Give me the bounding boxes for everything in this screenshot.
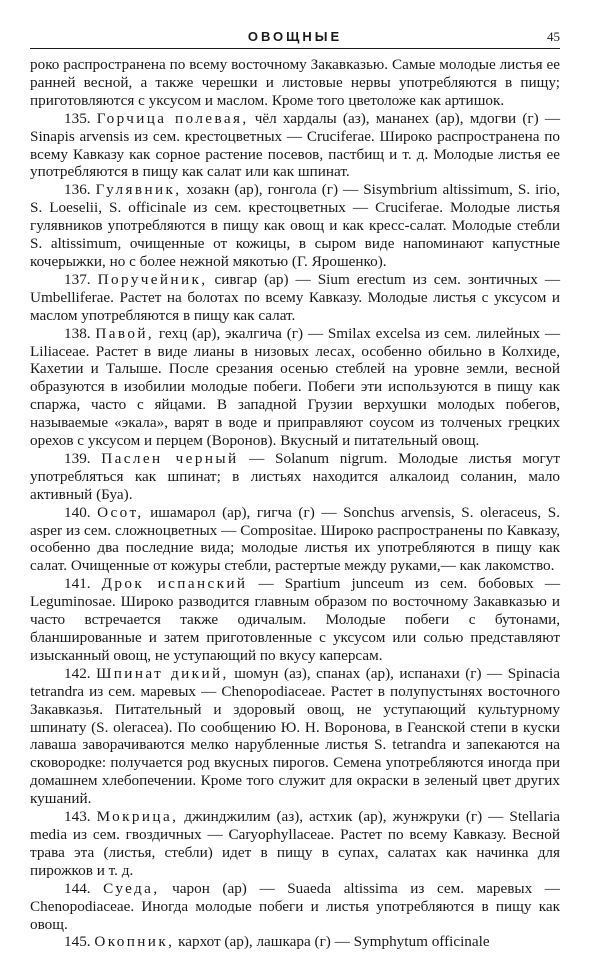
entry-text: джинджилим (аз), астхик (ар), жунжруки (г) — Stellaria media из сем. гвоздичных — Caryophyllaceae. Растет по всему Кавказу. Весной трава эта (листья, стебли) идет в пищу в супах, салатах как начинка для пирожков и т. д. xyxy=(30,808,560,879)
entry-title: Паслен черный xyxy=(101,449,239,467)
entry-number: 137. xyxy=(64,270,91,288)
running-title: ОВОЩНЫЕ xyxy=(247,29,343,44)
entry-text: чарон (ар) — Suaeda altissima из сем. маревых — Chenopodiaceae. Иногда молодые побеги и листья употребляются в пищу как овощ. xyxy=(30,879,560,933)
entry-145 xyxy=(30,933,560,951)
entry-142 xyxy=(30,665,560,808)
entry-title: Мокрица, xyxy=(96,808,179,826)
entry-number: 139. xyxy=(64,449,91,467)
entry-text: — Solanum nigrum. Молодые листья могут употребляться как шпинат; в листьях находится алкалоид соланин, мало активный (Буа). xyxy=(30,449,561,503)
entry-text: хозакн (ар), гонгола (г) — Sisymbrium altissimum, S. irio, S. Loeselii, S. officinale из сем. крестоцветных — Cruciferae. Молодые листья гулявников употребляются в пищу как овощ и как кресс-салат. Молодые стебли S. altissimum, очищенные от кожицы, в сыром виде напоминают капустные кочерыжки, но с более нежной мякотью (Г. Ярошенко). xyxy=(30,181,561,270)
entry-number: 144. xyxy=(64,879,91,897)
entry-text: — Spartium junceum из сем. бобовых — Leguminosae. Широко разводится главным образом по восточному Закавказью и часто встречается также одичалым. Молодые побеги с бутонами, бланшированные и затем приготовленные с уксусом или солью представляют изысканный овощ, не уступающий по вкусу каперсам. xyxy=(30,575,561,664)
body-text xyxy=(30,56,560,951)
entry-144 xyxy=(30,880,560,934)
entry-135 xyxy=(30,110,560,182)
entry-number: 141. xyxy=(64,575,91,593)
entry-136 xyxy=(30,181,560,271)
entry-number: 136. xyxy=(64,181,91,199)
entry-number: 145. xyxy=(64,933,91,951)
entry-title: Шпинат дикий, xyxy=(96,664,229,682)
entry-title: Окопник, xyxy=(94,933,175,951)
paragraph-text: роко распространена по всему восточному Закавказью. Самые молодые листья ее ранней весной, а также черешки и листовые нервы употребляются в пищу; приготовляются с уксусом и маслом. Кроме того цветоложе как артишок. xyxy=(30,56,560,109)
entry-number: 143. xyxy=(64,808,91,826)
entry-text: сивгар (ар) — Sium erectum из сем. зонтичных — Umbelliferae. Растет на болотах по всему Кавказу. Молодые листья с уксусом и маслом употребляются в пищу как салат. xyxy=(30,270,561,324)
entry-title: Суеда, xyxy=(103,879,160,897)
entry-number: 140. xyxy=(64,503,91,521)
entry-title: Дрок испанский xyxy=(101,575,248,593)
entry-140 xyxy=(30,504,560,576)
entry-text: чёл хардалы (аз), мананех (ар), мдогви (г) — Sinapis arvensis из сем. крестоцветных — Cruciferae. Широко распространена по всему Кавказу как сорное растение посевов, пастбищ и т. д. Молодые листья ее употребляются в пищу как салат или как шпинат. xyxy=(30,109,561,181)
entry-138 xyxy=(30,325,560,450)
entry-title: Осот, xyxy=(97,503,144,521)
entry-text: ишамарол (ар), гигча (г) — Sonchus arvensis, S. oleraceus, S. asper из сем. сложноцветных — Compositae. Широко распространены по Кавказу, особенно два последние вида; молодые листья их употребляются в пищу как салат. Очищенные от кожуры стебли, растертые между руками,— как лакомство. xyxy=(30,503,561,575)
entry-text: кархот (ар), лашкара (г) — Symphytum officinale xyxy=(178,933,490,951)
entry-number: 142. xyxy=(64,664,91,682)
entry-143 xyxy=(30,808,560,880)
page-number: 45 xyxy=(547,29,560,44)
entry-137 xyxy=(30,271,560,325)
entry-141 xyxy=(30,575,560,665)
entry-139 xyxy=(30,450,560,504)
running-header xyxy=(30,26,560,49)
entry-title: Поручейник, xyxy=(97,270,208,288)
paragraph-continuation xyxy=(30,56,560,110)
entry-title: Павой, xyxy=(95,324,155,342)
entry-title: Горчица полевая, xyxy=(96,109,249,127)
entry-number: 135. xyxy=(64,109,91,127)
entry-number: 138. xyxy=(64,324,91,342)
entry-text: шомун (аз), спанах (ар), испанахи (г) — Spinacia tetrandra из сем. маревых — Chenopodiaceae. Растет в полупустынях восточного Закавказья. Питательный и здоровый овощ, не уступающий культурному шпинату (S. oleracea). По сообщению Ю. Н. Воронова, в Геанской степи в куски лаваша заворачиваются мелко нарубленные листья S. tetrandra и запекаются на сковородке: получается род вкусных пирогов. Семена употребляются иногда при домашнем хлебопечении. Кроме того служит для окраски в зеленый цвет других кушаний. xyxy=(30,664,560,808)
entry-title: Гулявник, xyxy=(95,181,182,199)
entry-text: гехц (ар), экалгича (г) — Smilax excelsa из сем. лилейных — Liliaceae. Растет в виде лианы в низовых лесах, особенно обильно в Колхиде, Кахетии и Талыше. После срезания осенью стеблей на уровне земли, весной образуются в изобилии молодые побеги. Побеги эти используются в пищу как спаржа, часто с яйцами. В западной Грузии верхушки молодых побегов, называемые «экала», варят в воде и приправляют соусом из толченых грецких орехов с уксусом и перцем (Воронов). Вкусный и питательный овощ. xyxy=(30,324,561,450)
